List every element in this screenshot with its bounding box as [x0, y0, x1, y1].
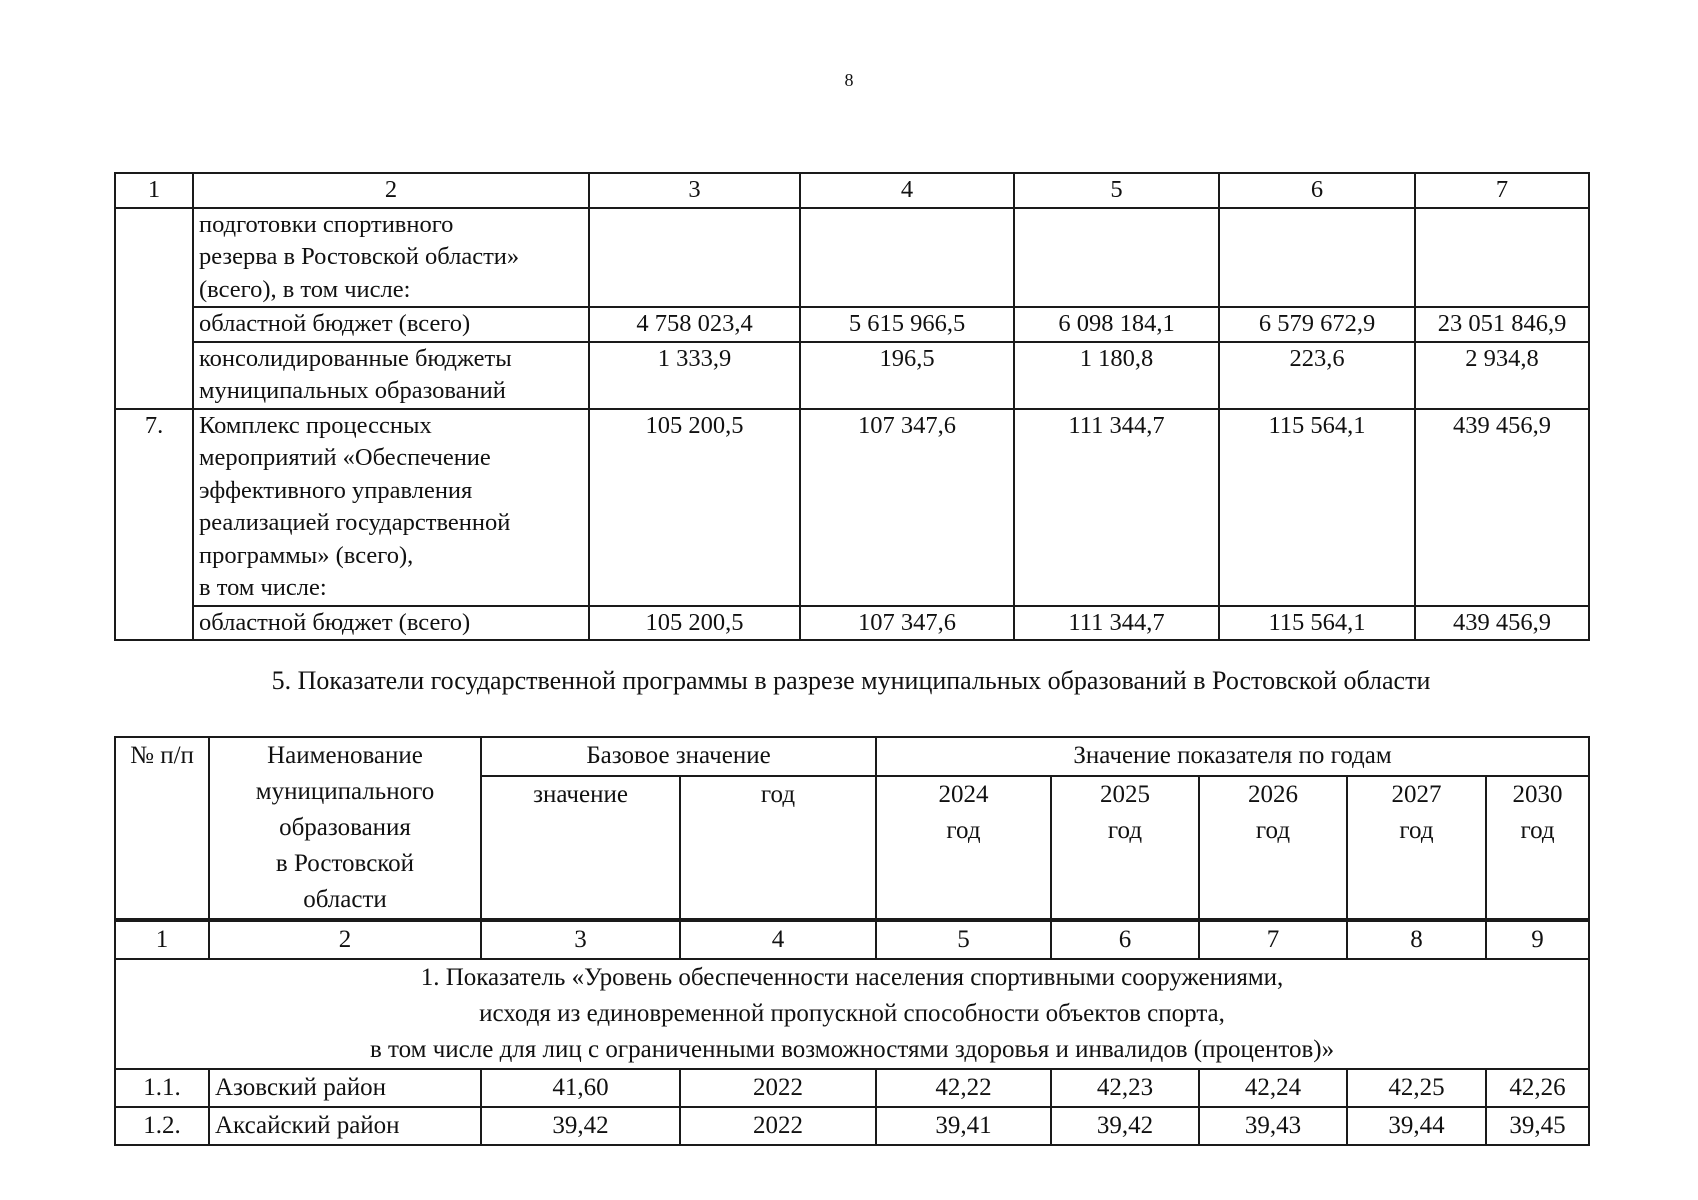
header-municipality-name: Наименование муниципального образования в Ростовской области	[209, 737, 481, 920]
value-cell: 115 564,1	[1219, 606, 1415, 641]
value-cell: 23 051 846,9	[1415, 307, 1589, 342]
value-cell: 39,42	[1051, 1107, 1199, 1145]
budget-name-cell: консолидированные бюджеты муниципальных образований	[193, 342, 589, 409]
row-number-cell: 7.	[115, 409, 193, 641]
value-cell: 439 456,9	[1415, 409, 1589, 606]
header-base-value-value: значение	[481, 776, 680, 920]
row-number-cell: 1.2.	[115, 1107, 209, 1145]
value-cell: 115 564,1	[1219, 409, 1415, 606]
header-row	[115, 737, 1589, 776]
header-year: 2026 год	[1199, 776, 1347, 920]
row-number-cell	[115, 208, 193, 409]
column-number: 5	[876, 920, 1051, 959]
value-cell: 42,23	[1051, 1069, 1199, 1107]
row-number-cell: 1.1.	[115, 1069, 209, 1107]
value-cell	[1415, 208, 1589, 308]
page-number: 8	[844, 70, 854, 90]
program-name-cell: Комплекс процессных мероприятий «Обеспечение эффективного управления реализацией государственной программы» (всего), в том числе:	[193, 409, 589, 606]
budget-name-cell: областной бюджет (всего)	[193, 307, 589, 342]
column-number: 3	[589, 173, 800, 208]
column-number-row	[115, 920, 1589, 959]
indicator-row	[115, 959, 1589, 1069]
value-cell	[800, 208, 1014, 308]
header-num: № п/п	[115, 737, 209, 920]
section-title: 5. Показатели государственной программы в разрезе муниципальных образований в Ростовской области	[271, 666, 1431, 695]
value-cell: 111 344,7	[1014, 409, 1219, 606]
column-number-row	[115, 173, 1589, 208]
value-cell: 107 347,6	[800, 409, 1014, 606]
header-base-value-year: год	[680, 776, 876, 920]
header-year: 2027 год	[1347, 776, 1486, 920]
table-row	[115, 208, 1589, 308]
value-cell: 39,44	[1347, 1107, 1486, 1145]
table-row	[115, 1107, 1589, 1145]
table-row	[115, 1069, 1589, 1107]
column-number: 1	[115, 173, 193, 208]
table-row	[115, 606, 1589, 641]
value-cell: 39,43	[1199, 1107, 1347, 1145]
column-number: 4	[800, 173, 1014, 208]
column-number: 6	[1051, 920, 1199, 959]
value-cell: 1 333,9	[589, 342, 800, 409]
header-values-by-year: Значение показателя по годам	[876, 737, 1589, 776]
municipality-name-cell: Аксайский район	[209, 1107, 481, 1145]
value-cell: 6 579 672,9	[1219, 307, 1415, 342]
column-number: 3	[481, 920, 680, 959]
financing-table	[114, 172, 1590, 641]
header-year: 2024 год	[876, 776, 1051, 920]
indicator-title: 1. Показатель «Уровень обеспеченности населения спортивными сооружениями, исходя из единовременной пропускной способности объектов спорта, в том числе для лиц с ограниченными возможностями здоровья и инвалидов (процентов)»	[115, 959, 1589, 1069]
table-row	[115, 307, 1589, 342]
value-cell: 39,41	[876, 1107, 1051, 1145]
column-number: 5	[1014, 173, 1219, 208]
column-number: 2	[193, 173, 589, 208]
value-cell	[589, 208, 800, 308]
value-cell: 105 200,5	[589, 606, 800, 641]
value-cell: 223,6	[1219, 342, 1415, 409]
header-year: 2030 год	[1486, 776, 1589, 920]
column-number: 7	[1199, 920, 1347, 959]
column-number: 7	[1415, 173, 1589, 208]
indicators-table	[114, 736, 1590, 1146]
table-row	[115, 409, 1589, 606]
value-cell: 39,45	[1486, 1107, 1589, 1145]
column-number: 1	[115, 920, 209, 959]
budget-name-cell: областной бюджет (всего)	[193, 606, 589, 641]
value-cell: 196,5	[800, 342, 1014, 409]
column-number: 4	[680, 920, 876, 959]
value-cell: 4 758 023,4	[589, 307, 800, 342]
value-cell: 6 098 184,1	[1014, 307, 1219, 342]
header-base-value: Базовое значение	[481, 737, 876, 776]
header-year: 2025 год	[1051, 776, 1199, 920]
value-cell: 5 615 966,5	[800, 307, 1014, 342]
value-cell: 2 934,8	[1415, 342, 1589, 409]
value-cell: 42,26	[1486, 1069, 1589, 1107]
value-cell: 42,22	[876, 1069, 1051, 1107]
value-cell: 42,24	[1199, 1069, 1347, 1107]
column-number: 8	[1347, 920, 1486, 959]
value-cell: 41,60	[481, 1069, 680, 1107]
value-cell: 2022	[680, 1107, 876, 1145]
column-number: 2	[209, 920, 481, 959]
value-cell	[1014, 208, 1219, 308]
value-cell: 1 180,8	[1014, 342, 1219, 409]
value-cell	[1219, 208, 1415, 308]
value-cell: 439 456,9	[1415, 606, 1589, 641]
program-name-cell: подготовки спортивного резерва в Ростовской области» (всего), в том числе:	[193, 208, 589, 308]
value-cell: 107 347,6	[800, 606, 1014, 641]
column-number: 6	[1219, 173, 1415, 208]
municipality-name-cell: Азовский район	[209, 1069, 481, 1107]
value-cell: 39,42	[481, 1107, 680, 1145]
value-cell: 42,25	[1347, 1069, 1486, 1107]
table-row	[115, 342, 1589, 409]
value-cell: 111 344,7	[1014, 606, 1219, 641]
column-number: 9	[1486, 920, 1589, 959]
value-cell: 105 200,5	[589, 409, 800, 606]
value-cell: 2022	[680, 1069, 876, 1107]
